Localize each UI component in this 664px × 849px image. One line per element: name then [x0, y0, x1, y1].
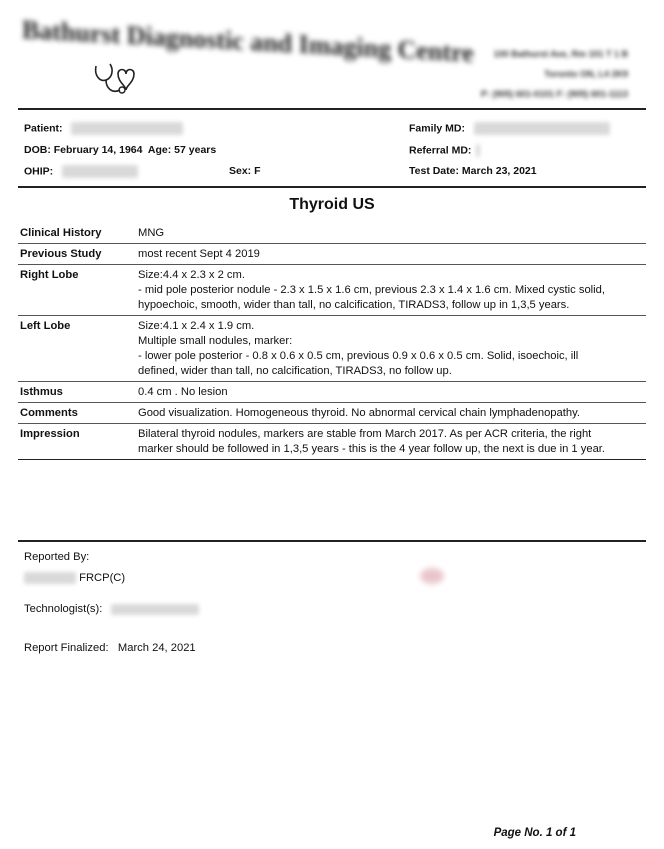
- ohip-field: [24, 165, 138, 178]
- technologist-label: Technologist(s):: [24, 603, 103, 615]
- patient-field: [24, 122, 183, 135]
- test-date-text: Test Date: March 23, 2021: [409, 165, 537, 177]
- family-md-field: [409, 122, 610, 135]
- dob-text: DOB: February 14, 1964: [24, 144, 143, 156]
- finding-line: Bilateral thyroid nodules, markers are stable from March 2017. As per ACR criteria, the right: [138, 428, 592, 440]
- technologist-field: [24, 603, 199, 615]
- finding-line: Multiple small nodules, marker:: [138, 335, 293, 347]
- facility-address: [481, 44, 628, 104]
- stethoscope-heart-icon: [92, 60, 140, 100]
- finding-line: MNG: [138, 227, 165, 239]
- findings-row: [18, 244, 646, 265]
- finalized-date: March 24, 2021: [117, 642, 196, 654]
- findings-row: [18, 382, 646, 403]
- finalized-label: Report Finalized:: [24, 642, 109, 654]
- radiologist-name-redacted: [24, 572, 76, 584]
- finding-line: defined, wider than tall, no calcification, TIRADS3, no follow up.: [138, 365, 452, 377]
- finding-label: Right Lobe: [20, 269, 79, 281]
- reported-by-label: Reported By:: [24, 551, 90, 563]
- finding-line: - lower pole posterior - 0.8 x 0.6 x 0.5 cm, previous 0.9 x 0.6 x 0.5 cm. Solid, isoechoic, ill: [138, 350, 579, 362]
- finding-value: [138, 244, 646, 265]
- finding-line: most recent Sept 4 2019: [138, 248, 260, 260]
- header-divider: [18, 108, 646, 110]
- findings-row: [18, 424, 646, 460]
- finding-label: Previous Study: [20, 248, 102, 260]
- address-line: 100 Bathurst Ave, Rm 101 T 1 B: [493, 49, 628, 59]
- age-text: Age: 57 years: [147, 144, 217, 156]
- findings-row: [18, 316, 646, 382]
- finding-line: Good visualization. Homogeneous thyroid. No abnormal cervical chain lymphadenopathy.: [138, 407, 580, 419]
- finding-line: Size:4.1 x 2.4 x 1.9 cm.: [138, 320, 255, 332]
- findings-table: [18, 223, 646, 460]
- sex-text: Sex: F: [229, 165, 261, 177]
- ohip-number-redacted: [62, 165, 138, 178]
- family-md-label: Family MD:: [409, 122, 466, 135]
- facility-logo: [22, 15, 474, 102]
- signature-image: [420, 568, 444, 584]
- finding-value: [138, 223, 646, 244]
- ohip-label: OHIP:: [24, 165, 54, 178]
- credential-text: FRCP(C): [79, 572, 126, 584]
- finding-line: marker should be followed in 1,3,5 years - this is the 4 year follow up, the next is due in 1 year.: [138, 443, 606, 455]
- facility-name: Bathurst Diagnostic and Imaging Centre: [22, 15, 474, 68]
- findings-row: [18, 403, 646, 424]
- referral-md-field: [409, 144, 480, 157]
- report-title: Thyroid US: [289, 196, 375, 213]
- finding-value: [138, 265, 646, 316]
- finding-line: 0.4 cm . No lesion: [138, 386, 228, 398]
- address-line: P: (905) 601-0101 F: (905) 601-1113: [480, 89, 628, 99]
- patient-info-divider: [18, 186, 646, 188]
- patient-name-redacted: [71, 122, 183, 135]
- footer-divider: [18, 540, 646, 542]
- finding-label: Isthmus: [20, 386, 63, 398]
- radiologist-field: [24, 572, 125, 584]
- finalized-field: [24, 642, 196, 654]
- finding-line: hypoechoic, smooth, wider than tall, no calcification, TIRADS3, follow up in 1,3,5 years.: [138, 299, 570, 311]
- finding-label: Clinical History: [20, 227, 102, 239]
- finding-label: Impression: [20, 428, 80, 440]
- finding-value: [138, 316, 646, 382]
- finding-label: Left Lobe: [20, 320, 71, 332]
- finding-line: Size:4.4 x 2.3 x 2 cm.: [138, 269, 245, 281]
- dob-age-field: [24, 144, 216, 156]
- page-number: Page No. 1 of 1: [493, 827, 576, 839]
- address-line: Toronto ON, L4 2K9: [544, 69, 628, 79]
- finding-value: [138, 382, 646, 403]
- findings-row: [18, 223, 646, 244]
- finding-value: [138, 424, 646, 460]
- family-md-redacted: [474, 122, 610, 135]
- findings-row: [18, 265, 646, 316]
- technologist-name-redacted: [111, 604, 199, 615]
- referral-md-redacted: [476, 144, 480, 157]
- patient-label: Patient:: [24, 122, 63, 135]
- referral-md-label: Referral MD:: [409, 144, 472, 157]
- finding-value: [138, 403, 646, 424]
- finding-label: Comments: [20, 407, 78, 419]
- finding-line: - mid pole posterior nodule - 2.3 x 1.5 x 1.6 cm, previous 2.3 x 1.4 x 1.6 cm. Mixed cystic solid,: [138, 284, 605, 296]
